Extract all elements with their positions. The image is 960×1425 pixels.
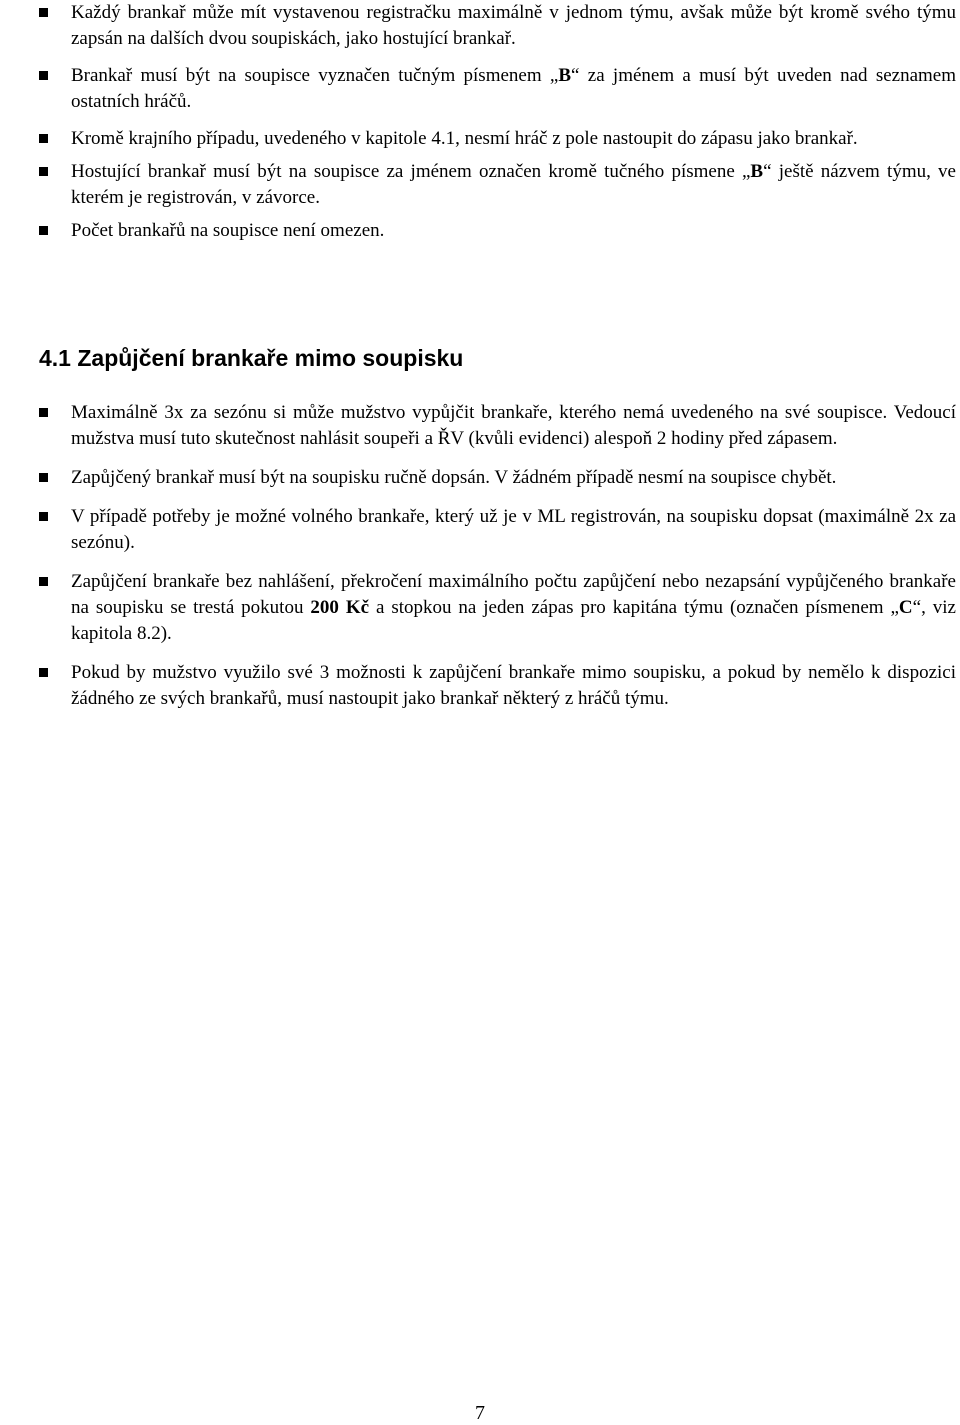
fine-amount: 200 Kč — [310, 597, 370, 618]
page-number: 7 — [475, 1402, 485, 1424]
item-text: “ za jménem a musí být uveden nad seznamem ostatních hráčů. — [71, 65, 957, 112]
square-bullet-icon — [39, 577, 48, 586]
rules-list-main — [0, 400, 960, 725]
item-text: “ ještě názvem týmu, ve kterém je registrován, v závorce. — [71, 161, 956, 208]
item-text: a stopkou na jeden zápas pro kapitána týmu (označen písmenem „ — [369, 597, 899, 618]
item-text: Zapůjčení brankaře bez nahlášení, překročení maximálního počtu zapůjčení nebo nezapsání vypůjčeného brankaře na soupisku se trestá pokutou — [71, 571, 956, 618]
item-text: Brankař musí být na soupisce vyznačen tučným písmenem „ — [71, 65, 559, 86]
square-bullet-icon — [39, 473, 48, 482]
list-item — [0, 63, 960, 115]
bold-letter: C — [898, 597, 913, 618]
square-bullet-icon — [39, 134, 48, 143]
square-bullet-icon — [39, 668, 48, 677]
item-text: Kromě krajního případu, uvedeného v kapitole 4.1, nesmí hráč z pole nastoupit do zápasu jako brankař. — [71, 128, 858, 149]
list-item — [0, 400, 960, 452]
rules-list-top — [0, 0, 960, 255]
list-item — [0, 504, 960, 556]
square-bullet-icon — [39, 71, 48, 80]
item-text: Hostující brankař musí být na soupisce za jménem označen kromě tučného písmene „ — [71, 161, 751, 182]
item-text: Zapůjčený brankař musí být na soupisku ručně dopsán. V žádném případě nesmí na soupisce chybět. — [71, 467, 837, 488]
item-text: Pokud by mužstvo využilo své 3 možnosti k zapůjčení brankaře mimo soupisku, a pokud by nemělo k dispozici žádného ze svých brankařů, musí nastoupit jako brankař některý z hráčů týmu. — [71, 662, 956, 709]
bold-letter: B — [558, 65, 572, 86]
bold-letter: B — [750, 161, 764, 182]
square-bullet-icon — [39, 408, 48, 417]
item-text: “, viz kapitola 8.2). — [71, 597, 956, 644]
list-item — [0, 0, 960, 52]
list-item — [0, 126, 960, 152]
square-bullet-icon — [39, 512, 48, 521]
square-bullet-icon — [39, 167, 48, 176]
item-text: V případě potřeby je možné volného brankaře, který už je v ML registrován, na soupisku dopsat (maximálně 2x za sezónu). — [71, 506, 956, 553]
square-bullet-icon — [39, 8, 48, 17]
square-bullet-icon — [39, 226, 48, 235]
list-item — [0, 660, 960, 712]
list-item — [0, 159, 960, 211]
item-text: Každý brankař může mít vystavenou registračku maximálně v jednom týmu, avšak může být kromě svého týmu zapsán na dalších dvou soupiskách, jako hostující brankař. — [71, 2, 956, 49]
list-item — [0, 465, 960, 491]
item-text: Maximálně 3x za sezónu si může mužstvo vypůjčit brankaře, kterého nemá uvedeného na své soupisce. Vedoucí mužstva musí tuto skutečnost nahlásit soupeři a ŘV (kvůli evidenci) alespoň 2 hodiny před zápasem. — [71, 402, 956, 449]
section-heading: 4.1 Zapůjčení brankaře mimo soupisku — [39, 345, 464, 371]
list-item — [0, 569, 960, 647]
list-item — [0, 218, 960, 244]
item-text: Počet brankařů na soupisce není omezen. — [71, 220, 385, 241]
